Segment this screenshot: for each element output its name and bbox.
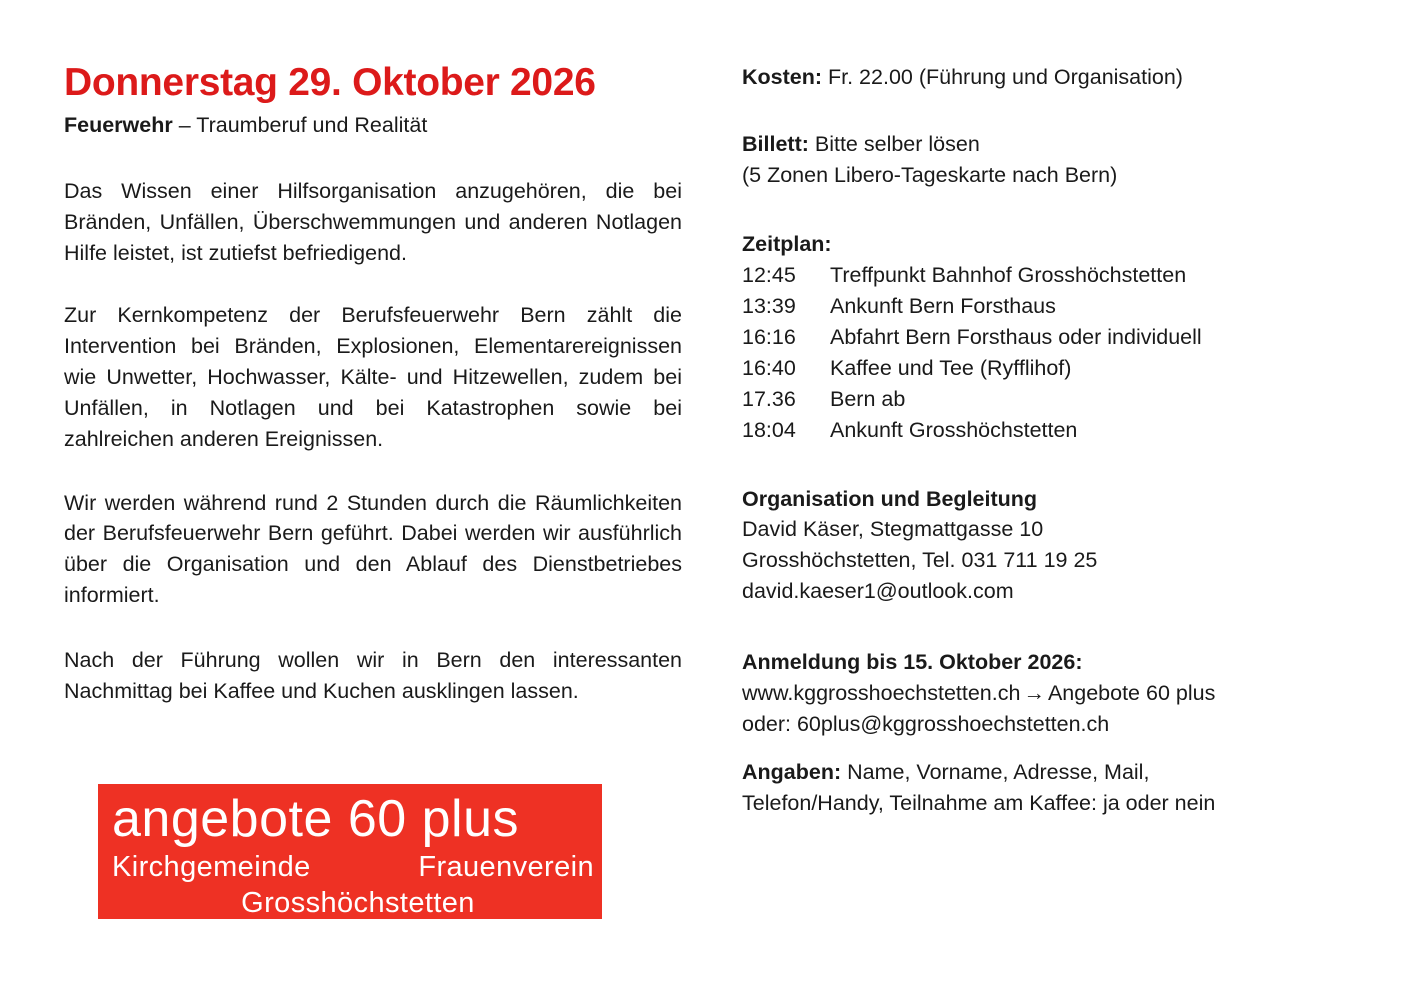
logo-bottom-label: Grosshöchstetten [241, 887, 475, 919]
schedule-text: Ankunft Bern Forsthaus [830, 293, 1056, 318]
logo-right-label: Frauenverein [418, 851, 594, 883]
schedule-row [742, 260, 1362, 291]
anmeldung-label: Anmeldung bis 15. Oktober 2026: [742, 650, 1083, 675]
schedule-time: 16:16 [742, 324, 796, 349]
right-column [742, 62, 1362, 819]
billett-value: Bitte selber lösen [808, 131, 980, 156]
schedule-text: Kaffee und Tee (Ryfflihof) [830, 355, 1072, 380]
kosten-line [742, 62, 1362, 93]
kosten-value: Fr. 22.00 (Führung und Organisation) [822, 65, 1183, 89]
organisation-label: Organisation und Begleitung [742, 486, 1038, 511]
schedule-time: 17.36 [742, 386, 796, 411]
body-paragraph-2: Zur Kernkompetenz der Berufsfeuerwehr Bern zählt die Intervention bei Bränden, Explosionen, Elementarereignissen wie Unwetter, Hochwasser, Kälte- und Hitzewellen, zudem bei Unfällen, in Notlagen und bei Katastrophen sowie bei zahlreichen anderen Ereignissen. [64, 302, 682, 451]
organisation-name: David Käser, Stegmattgasse 10 [742, 517, 1044, 542]
organisation-address: Grosshöchstetten, Tel. 031 711 19 25 [742, 548, 1098, 573]
angaben-line-2: Telefon/Handy, Teilnahme am Kaffee: ja oder nein [742, 791, 1216, 816]
anmeldung-website-target: Angebote 60 plus [1047, 681, 1216, 706]
page-title: Donnerstag 29. Oktober 2026 [64, 61, 596, 104]
angaben-block [742, 757, 1362, 819]
left-column [64, 62, 682, 707]
subtitle-bold-part: Feuerwehr [64, 113, 173, 138]
angaben-label: Angaben: [742, 760, 842, 785]
schedule-text: Treffpunkt Bahnhof Grosshöchstetten [830, 262, 1187, 287]
schedule-time: 18:04 [742, 417, 796, 442]
schedule-text: Abfahrt Bern Forsthaus oder individuell [830, 324, 1202, 349]
right-arrow-icon: → [1023, 681, 1045, 706]
angaben-line-1 [742, 757, 1362, 788]
schedule-text: Ankunft Grosshöchstetten [830, 417, 1078, 442]
logo-main-text: angebote 60 plus [112, 790, 520, 848]
billett-label: Billett: [742, 131, 809, 156]
body-paragraph-3: Wir werden während rund 2 Stunden durch die Räumlichkeiten der Berufsfeuerwehr Bern geführt. Dabei werden wir ausführlich über die Organisation und den Ablauf des Dienstbetriebes informiert. [64, 490, 682, 608]
schedule-text: Bern ab [830, 386, 906, 411]
body-paragraph-1: Das Wissen einer Hilfsorganisation anzugehören, die bei Bränden, Unfällen, Überschwemmungen und anderen Notlagen Hilfe leistet, ist zutiefst befriedigend. [64, 178, 682, 265]
kosten-label: Kosten: [742, 65, 823, 89]
logo-subtitle-row [112, 852, 594, 884]
billett-block [742, 129, 1362, 191]
subtitle [64, 113, 682, 139]
schedule-time: 16:40 [742, 355, 796, 380]
body-paragraph-4: Nach der Führung wollen wir in Bern den interessanten Nachmittag bei Kaffee und Kuchen ausklingen lassen. [64, 648, 682, 704]
anmeldung-website-line [742, 678, 1362, 709]
zeitplan-label: Zeitplan: [742, 231, 832, 256]
schedule-row [742, 353, 1362, 384]
angebote-60-plus-logo [98, 784, 602, 919]
schedule-row [742, 322, 1362, 353]
logo-left-label: Kirchgemeinde [112, 851, 311, 883]
anmeldung-email-line[interactable]: oder: 60plus@kggrosshoechstetten.ch [742, 712, 1110, 737]
billett-line [742, 129, 1362, 160]
anmeldung-block [742, 647, 1362, 740]
kosten-block [742, 62, 1362, 93]
schedule-time: 12:45 [742, 262, 796, 287]
zeitplan-block [742, 229, 1362, 446]
subtitle-rest-part: – Traumberuf und Realität [172, 113, 428, 138]
organisation-block [742, 484, 1362, 608]
anmeldung-website-link[interactable]: www.kggrosshoechstetten.ch [742, 681, 1021, 706]
schedule-row [742, 415, 1362, 446]
schedule-row [742, 384, 1362, 415]
organisation-email[interactable]: david.kaeser1@outlook.com [742, 579, 1014, 604]
schedule-row [742, 291, 1362, 322]
angaben-value: Name, Vorname, Adresse, Mail, [841, 760, 1150, 785]
billett-note: (5 Zonen Libero-Tageskarte nach Bern) [742, 162, 1118, 187]
schedule-time: 13:39 [742, 293, 796, 318]
